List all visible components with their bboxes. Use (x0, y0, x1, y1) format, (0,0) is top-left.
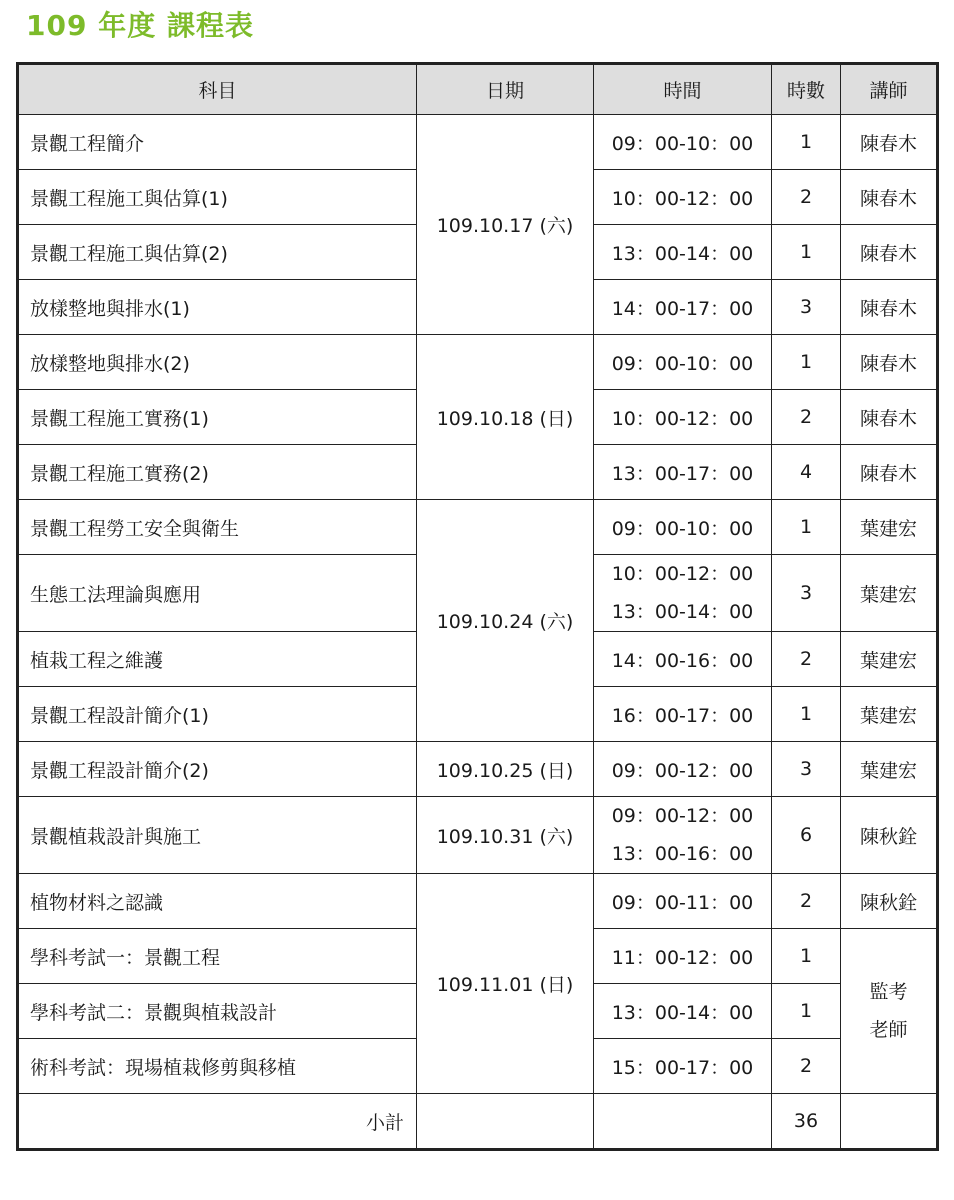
hours-cell: 2 (772, 170, 841, 225)
subject-cell: 植物材料之認識 (19, 874, 417, 929)
subject-cell: 景觀工程施工與估算(2) (19, 225, 417, 280)
teacher-cell: 陳春木 (841, 280, 937, 335)
hours-cell: 1 (772, 115, 841, 170)
hours-cell: 1 (772, 500, 841, 555)
time-cell (594, 555, 772, 632)
header-teacher: 講師 (841, 65, 937, 115)
subject-cell: 學科考試一：景觀工程 (19, 929, 417, 984)
subject-cell: 景觀工程施工與估算(1) (19, 170, 417, 225)
time-cell: 10：00-12：00 (594, 170, 772, 225)
date-cell: 109.10.24 (六) (417, 500, 594, 742)
header-subject: 科目 (19, 65, 417, 115)
subject-cell: 生態工法理論與應用 (19, 555, 417, 632)
hours-cell: 1 (772, 929, 841, 984)
hours-cell: 2 (772, 1039, 841, 1094)
hours-cell: 1 (772, 984, 841, 1039)
hours-cell: 6 (772, 797, 841, 874)
teacher-cell: 葉建宏 (841, 632, 937, 687)
teacher-cell: 葉建宏 (841, 687, 937, 742)
time-cell: 09：00-10：00 (594, 500, 772, 555)
table-header-row (19, 65, 937, 115)
hours-cell: 2 (772, 632, 841, 687)
time-cell (594, 797, 772, 874)
time-line: 13：00-16：00 (611, 843, 754, 865)
page-title: 109 年度 課程表 (26, 9, 254, 42)
subject-cell: 景觀工程設計簡介(2) (19, 742, 417, 797)
course-schedule-table (18, 64, 937, 1149)
proctor-line: 老師 (869, 1019, 908, 1041)
time-cell: 10：00-12：00 (594, 390, 772, 445)
teacher-cell: 陳春木 (841, 115, 937, 170)
table-row (19, 335, 937, 390)
hours-cell: 3 (772, 555, 841, 632)
header-hours: 時數 (772, 65, 841, 115)
teacher-cell: 陳春木 (841, 390, 937, 445)
subject-cell: 景觀工程設計簡介(1) (19, 687, 417, 742)
time-cell: 09：00-11：00 (594, 874, 772, 929)
table-row (19, 874, 937, 929)
time-cell: 09：00-10：00 (594, 115, 772, 170)
teacher-cell: 陳秋銓 (841, 874, 937, 929)
teacher-cell: 葉建宏 (841, 500, 937, 555)
subject-cell: 景觀工程施工實務(2) (19, 445, 417, 500)
subject-cell: 學科考試二：景觀與植栽設計 (19, 984, 417, 1039)
hours-cell: 2 (772, 390, 841, 445)
hours-cell: 1 (772, 687, 841, 742)
subject-cell: 放樣整地與排水(1) (19, 280, 417, 335)
teacher-cell: 葉建宏 (841, 555, 937, 632)
date-cell: 109.10.25 (日) (417, 742, 594, 797)
hours-cell: 1 (772, 225, 841, 280)
hours-cell: 4 (772, 445, 841, 500)
time-cell: 14：00-16：00 (594, 632, 772, 687)
table-row (19, 742, 937, 797)
teacher-cell: 陳春木 (841, 445, 937, 500)
empty-cell (594, 1094, 772, 1149)
header-time: 時間 (594, 65, 772, 115)
time-line: 09：00-12：00 (611, 805, 754, 827)
date-cell: 109.10.17 (六) (417, 115, 594, 335)
time-line: 13：00-14：00 (611, 601, 754, 623)
teacher-cell: 陳秋銓 (841, 797, 937, 874)
time-cell: 13：00-14：00 (594, 225, 772, 280)
table-row (19, 500, 937, 555)
time-cell: 09：00-12：00 (594, 742, 772, 797)
subject-cell: 景觀工程施工實務(1) (19, 390, 417, 445)
subject-cell: 術科考試：現場植栽修剪與移植 (19, 1039, 417, 1094)
time-cell: 16：00-17：00 (594, 687, 772, 742)
subject-cell: 放樣整地與排水(2) (19, 335, 417, 390)
time-line: 10：00-12：00 (611, 563, 754, 585)
subtotal-label: 小計 (19, 1094, 417, 1149)
hours-cell: 2 (772, 874, 841, 929)
subject-cell: 景觀工程簡介 (19, 115, 417, 170)
hours-cell: 3 (772, 280, 841, 335)
hours-cell: 3 (772, 742, 841, 797)
subtotal-row (19, 1094, 937, 1149)
subject-cell: 景觀植栽設計與施工 (19, 797, 417, 874)
proctor-cell (841, 929, 937, 1094)
date-cell: 109.10.31 (六) (417, 797, 594, 874)
date-cell: 109.10.18 (日) (417, 335, 594, 500)
subject-cell: 景觀工程勞工安全與衛生 (19, 500, 417, 555)
empty-cell (417, 1094, 594, 1149)
table-row (19, 797, 937, 874)
proctor-line: 監考 (869, 981, 908, 1003)
teacher-cell: 陳春木 (841, 225, 937, 280)
teacher-cell: 陳春木 (841, 335, 937, 390)
teacher-cell: 陳春木 (841, 170, 937, 225)
time-cell: 15：00-17：00 (594, 1039, 772, 1094)
header-date: 日期 (417, 65, 594, 115)
time-cell: 09：00-10：00 (594, 335, 772, 390)
time-cell: 13：00-14：00 (594, 984, 772, 1039)
teacher-cell: 葉建宏 (841, 742, 937, 797)
subtotal-hours: 36 (772, 1094, 841, 1149)
time-cell: 13：00-17：00 (594, 445, 772, 500)
subject-cell: 植栽工程之維護 (19, 632, 417, 687)
hours-cell: 1 (772, 335, 841, 390)
time-cell: 11：00-12：00 (594, 929, 772, 984)
date-cell: 109.11.01 (日) (417, 874, 594, 1094)
empty-cell (841, 1094, 937, 1149)
time-cell: 14：00-17：00 (594, 280, 772, 335)
table-row (19, 115, 937, 170)
